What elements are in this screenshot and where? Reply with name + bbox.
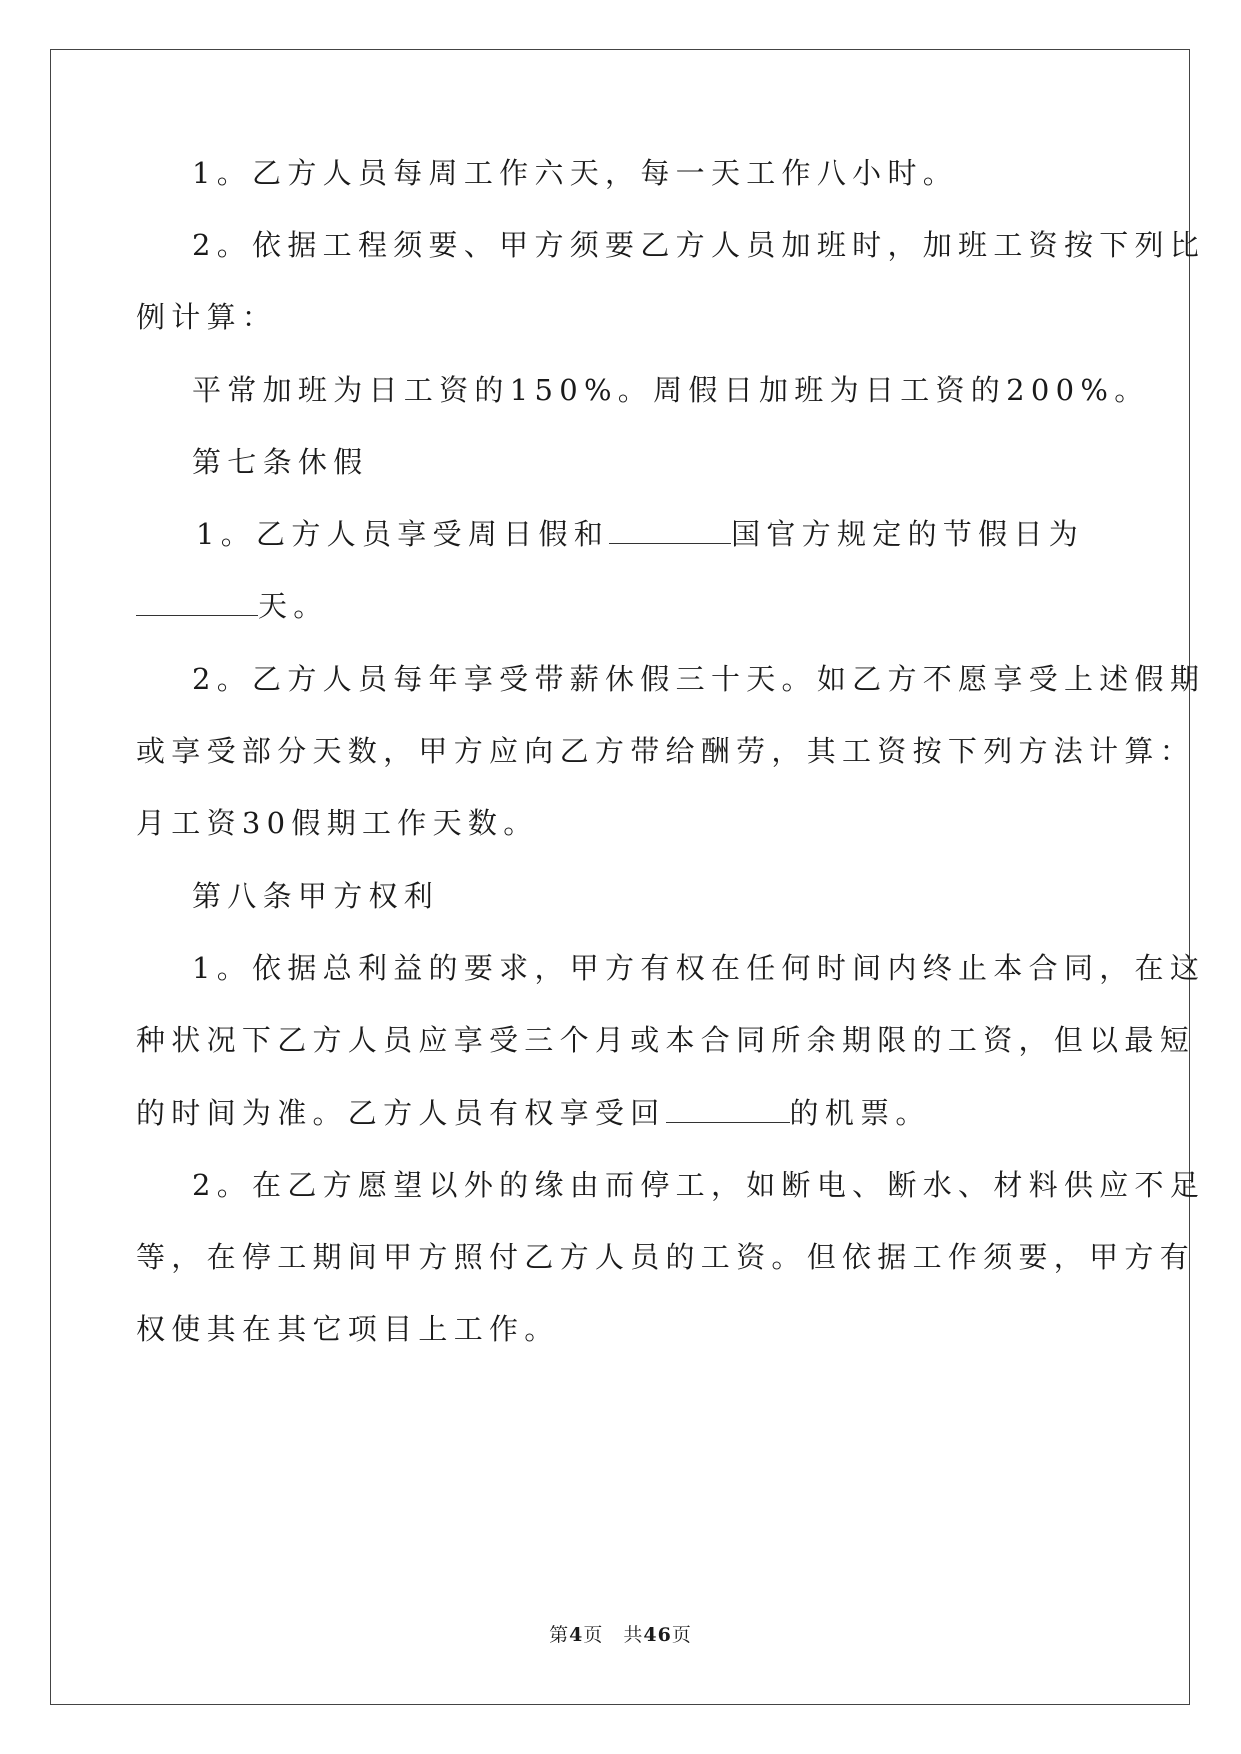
section-heading: 第七条休假	[192, 445, 369, 479]
footer-total-pages: 46	[643, 1624, 672, 1646]
line-text: 天。	[258, 589, 329, 623]
footer-page-suffix: 页	[671, 1624, 692, 1646]
line-text: 1。乙方人员享受周日假和	[196, 517, 610, 551]
paragraph-line: 月工资30假期工作天数。	[136, 806, 539, 840]
fill-in-blank	[609, 517, 731, 544]
paragraph-line: 1。乙方人员每周工作六天，每一天工作八小时。	[192, 156, 959, 190]
line-text: 国官方规定的节假日为	[731, 517, 1085, 551]
paragraph-line: 种状况下乙方人员应享受三个月或本合同所余期限的工资，但以最短	[136, 1023, 1196, 1057]
page-footer	[0, 1622, 1241, 1648]
line-text: 的机票。	[789, 1096, 931, 1130]
paragraph-line: 2。依据工程须要、甲方须要乙方人员加班时，加班工资按下列比	[192, 228, 1206, 262]
fill-in-blank	[136, 589, 258, 616]
footer-page-mid: 页 共	[583, 1624, 644, 1646]
section-heading: 第八条甲方权利	[192, 879, 440, 913]
paragraph-line: 1。依据总利益的要求，甲方有权在任何时间内终止本合同，在这	[192, 951, 1206, 985]
paragraph-line	[136, 586, 329, 626]
line-text: 的时间为准。乙方人员有权享受回	[136, 1096, 666, 1130]
footer-page-prefix: 第	[549, 1624, 570, 1646]
paragraph-line: 2。乙方人员每年享受带薪休假三十天。如乙方不愿享受上述假期	[192, 662, 1206, 696]
footer-page-number: 4	[569, 1624, 584, 1646]
paragraph-line: 平常加班为日工资的150%。周假日加班为日工资的200%。	[192, 373, 1150, 407]
paragraph-line: 例计算：	[136, 300, 278, 334]
fill-in-blank	[666, 1096, 790, 1123]
paragraph-line: 等，在停工期间甲方照付乙方人员的工资。但依据工作须要，甲方有	[136, 1240, 1196, 1274]
paragraph-line: 2。在乙方愿望以外的缘由而停工，如断电、断水、材料供应不足	[192, 1168, 1206, 1202]
paragraph-line	[136, 1093, 931, 1133]
paragraph-line	[196, 514, 1084, 554]
paragraph-line: 或享受部分天数，甲方应向乙方带给酬劳，其工资按下列方法计算：	[136, 734, 1196, 768]
paragraph-line: 权使其在其它项目上工作。	[136, 1312, 560, 1346]
